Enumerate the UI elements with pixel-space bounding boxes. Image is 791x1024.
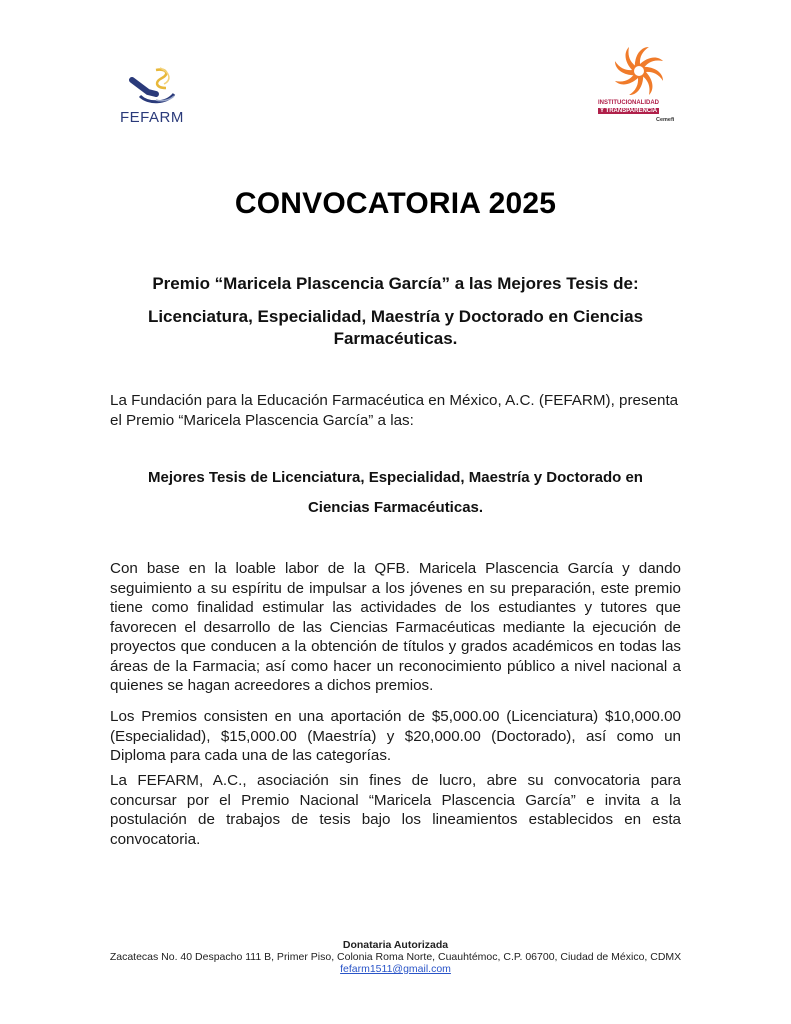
cemefi-line3: Cemefi [656,117,675,123]
document-title: CONVOCATORIA 2025 [234,187,557,220]
document-subtitle-line2: Licenciatura, Especialidad, Maestría y Doctorado en Ciencias Farmacéuticas. [147,307,644,348]
intro-paragraph: La Fundación para la Educación Farmacéutica en México, A.C. (FEFARM), presenta el Premio “Maricela Plascencia García” a las: [110,392,679,429]
highlight-line1: Mejores Tesis de Licenciatura, Especialidad, Maestría y Doctorado en [148,469,643,486]
cemefi-line2: Y TRANSPARENCIA [600,108,658,114]
footer [0,939,791,975]
body-paragraph-call: La FEFARM, A.C., asociación sin fines de lucro, abre su convocatoria para concursar por el Premio Nacional “Maricela Plascencia García” e invita a la postulación de trabajos de tesis bajo los lineamientos establecidos en esta convocatoria. [110,772,681,848]
footer-email-link[interactable]: fefarm1511@gmail.com [340,963,451,975]
footer-label: Donataria Autorizada [342,939,449,951]
footer-address: Zacatecas No. 40 Despacho 111 B, Primer Piso, Colonia Roma Norte, Cuauhtémoc, C.P. 06700, Ciudad de México, CDMX [109,951,682,963]
sun-spiral-icon [612,44,666,98]
cemefi-logo [598,44,684,136]
body-paragraph-prizes: Los Premios consisten en una aportación de $5,000.00 (Licenciatura) $10,000.00 (Especialidad), $15,000.00 (Maestría) y $20,000.00 (Doctorado), así como un Diploma para cada una de las categorías. [110,708,681,764]
body-paragraph-purpose: Con base en la loable labor de la QFB. Maricela Plascencia García y dando seguimiento a su espíritu de impulsar a los jóvenes en su preparación, este premio tiene como finalidad estimular las actividades de los estudiantes y tutores que favorecen el desarrollo de las Ciencias Farmacéuticas mediante la ejecución de proyectos que conducen a la obtención de títulos y grados académicos en todas las áreas de la Farmacia; así como hacer un reconocimiento público a nivel nacional a quienes se hagan acreedores a dichos premios. [110,560,681,694]
fefarm-logo-text: FEFARM [120,109,184,126]
fefarm-logo [118,66,198,128]
mortar-pestle-icon [126,66,186,110]
highlight-line2: Ciencias Farmacéuticas. [307,499,484,516]
document-subtitle-line1: Premio “Maricela Plascencia García” a las Mejores Tesis de: [152,274,639,293]
cemefi-line1: INSTITUCIONALIDAD [598,100,659,106]
